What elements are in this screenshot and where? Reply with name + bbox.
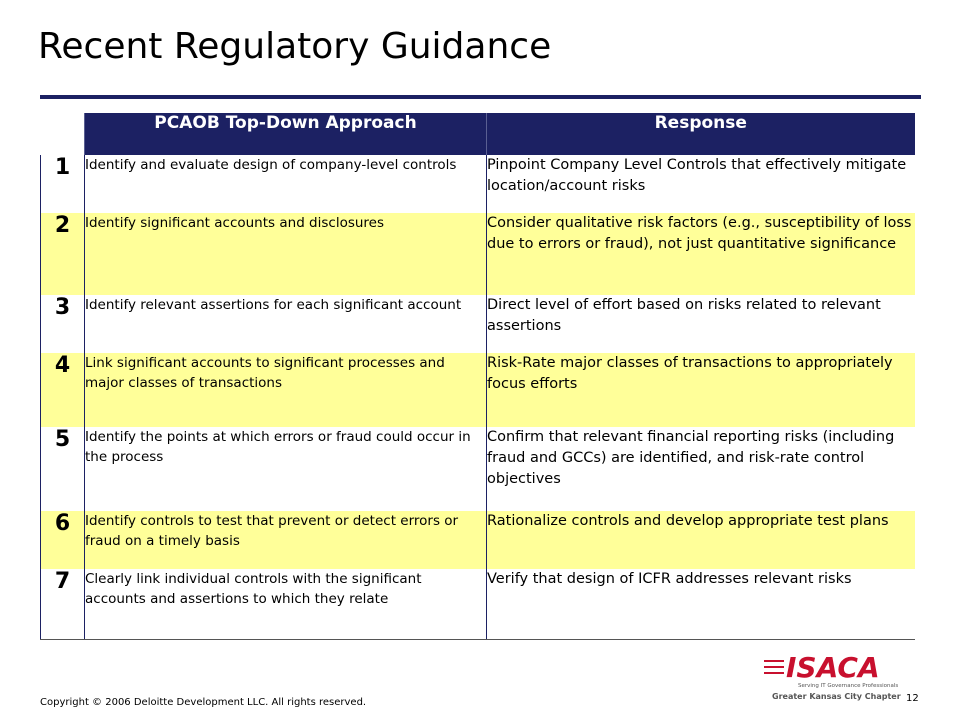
page-number: 12	[906, 693, 919, 704]
table-row	[41, 569, 915, 639]
table-row	[41, 155, 915, 213]
approach-cell: Identify and evaluate design of company-level controls	[85, 155, 487, 213]
response-cell: Confirm that relevant financial reporting risks (including fraud and GCCs) are identified, and risk-rate control objectives	[487, 427, 915, 511]
table-row	[41, 295, 915, 353]
logo-tagline: Serving IT Governance Professionals	[798, 683, 899, 689]
approach-cell: Identify the points at which errors or fraud could occur in the process	[85, 427, 487, 511]
response-cell: Verify that design of ICFR addresses relevant risks	[487, 569, 915, 639]
response-cell: Risk-Rate major classes of transactions to appropriately focus efforts	[487, 353, 915, 427]
header-response: Response	[487, 113, 915, 155]
title-divider	[40, 95, 921, 99]
table-header-row	[41, 113, 915, 155]
row-number: 7	[41, 569, 85, 639]
approach-cell: Clearly link individual controls with the significant accounts and assertions to which they relate	[85, 569, 487, 639]
response-cell: Rationalize controls and develop appropriate test plans	[487, 511, 915, 569]
logo-chapter: Greater Kansas City Chapter	[772, 692, 901, 701]
approach-cell: Identify relevant assertions for each significant account	[85, 295, 487, 353]
response-cell: Direct level of effort based on risks related to relevant assertions	[487, 295, 915, 353]
header-approach: PCAOB Top-Down Approach	[85, 113, 487, 155]
logo-wordmark: ISACA	[786, 651, 880, 684]
row-number: 1	[41, 155, 85, 213]
approach-cell: Identify significant accounts and disclosures	[85, 213, 487, 295]
table-row	[41, 353, 915, 427]
row-number: 6	[41, 511, 85, 569]
table-row	[41, 213, 915, 295]
copyright-text: Copyright © 2006 Deloitte Development LLC. All rights reserved.	[40, 697, 367, 708]
guidance-table	[40, 113, 915, 640]
response-cell: Consider qualitative risk factors (e.g., susceptibility of loss due to errors or fraud), not just quantitative significance	[487, 213, 915, 295]
isaca-logo	[762, 647, 902, 707]
response-cell: Pinpoint Company Level Controls that effectively mitigate location/account risks	[487, 155, 915, 213]
row-number: 2	[41, 213, 85, 295]
approach-cell: Identify controls to test that prevent or detect errors or fraud on a timely basis	[85, 511, 487, 569]
approach-cell: Link significant accounts to significant processes and major classes of transactions	[85, 353, 487, 427]
page-title: Recent Regulatory Guidance	[38, 26, 552, 67]
table-row	[41, 427, 915, 511]
header-blank-cell	[41, 113, 85, 155]
table-row	[41, 511, 915, 569]
row-number: 5	[41, 427, 85, 511]
row-number: 4	[41, 353, 85, 427]
row-number: 3	[41, 295, 85, 353]
